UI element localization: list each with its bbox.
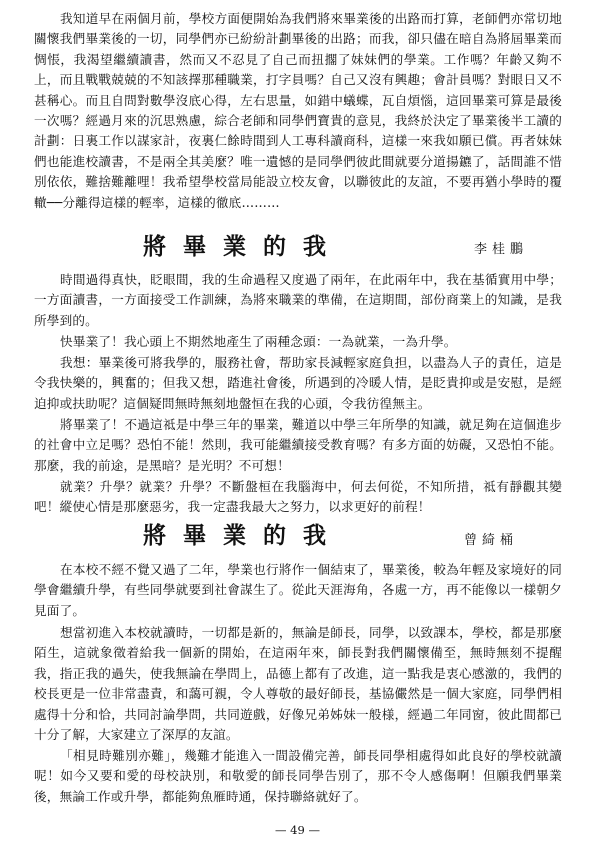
essay-1-title: 將畢業的我 [143, 233, 343, 260]
essay-2-paragraph: 在本校不經不覺又過了二年，學業也行將作一個結束了，畢業後，較為年輕及家境好的同學會繼續升學，有些同學就要到社會謀生了。從此天涯海角，各處一方，再不能像以一樣朝夕見面了。 [34, 562, 562, 618]
essay-1-paragraph: 將畢業了！不過這祗是中學三年的畢業，難道以中學三年所學的知識，就足夠在這個進步的社會中立足嗎？恐怕不能！然則，我可能繼續接受教育嗎？有多方面的妨礙，又恐怕不能。那麼，我的前途，是黑暗？是光明？不可想！ [34, 417, 562, 473]
page-number: — 49 — [275, 823, 320, 837]
essay-1-paragraph: 時間過得真快，眨眼間，我的生命過程又度過了兩年，在此兩年中，我在基循實用中學；一方面讀書，一方面接受工作訓練，為將來職業的準備，在這期間，部份商業上的知識，是我所學到的。 [34, 272, 562, 328]
intro-paragraph: 我知道早在兩個月前，學校方面便開始為我們將來畢業後的出路而打算，老師們亦常切地關懷我們畢業後的一切，同學們亦已紛紛計劃畢後的出路；而我，卻只儘在暗自為將屆畢業而惆悵，我渴望繼續讀書，然而又不忍見了自己而扭擱了妹妹們的學業。工作嗎？年齡又夠不上，而且戰戰兢兢的不知該擇那種職業，打字員嗎？自己又沒有興趣；會計員嗎？對眼日又不甚稱心。而且自問對數學沒底心得，左右思量，如錯中蟻蝶，瓦自煩惱，這回畢業可算是最後一次嗎？經過月來的沉思熟慮，綜合老師和同學們寶貴的意見，我終於決定了畢業後半工讀的計劃：日裏工作以謀家計，夜裏仁餘時間到人工專科讀商科，這樣一來我如願已償。再者妹妹們也能進校讀書，不是兩全其美麼？唯一遺憾的是同學們彼此間就要分道揚鑣了，話間誰不惜別依依，難捨難離哩！我希望學校當局能設立校友會，以聯彼此的友誼，不要再猶小學時的覆轍──分離得這樣的輕率，這樣的徹底……… [34, 11, 562, 210]
essay-2-author: 曾綺桶 [464, 533, 519, 548]
essay-2-paragraph: 「相見時難別亦難」，幾難才能進入一間設備完善，師長同學相處得如此良好的學校就讀呢！如今又要和愛的母校訣別，和敬愛的師長同學告別了，那不令人感傷啊！但願我們畢業後，無論工作或升學，都能夠魚雁時通，保持聯絡就好了。 [34, 748, 562, 804]
essay-2-paragraph: 想當初進入本校就讀時，一切都是新的，無論是師長，同學，以致課本，學校，都是那麼陌生，這就象徵着給我一個新的開始，在這兩年來，師長對我們關懷備至，無時無刻不提醒我，指正我的過失，使我無論在學問上，品德上都有了改進，這一點我是衷心感激的，我們的校長更是一位非常盡責，和藹可親，令人尊敬的最好師長，基協儼然是一個大家庭，同學們相處得十分和恰，共同討論學問，共同遊戲，好像兄弟姊妹一般様，經過二年同窗，彼此間都已十分了解，大家建立了深厚的友誼。 [34, 625, 562, 743]
essay-1-paragraph: 我想：畢業後可將我學的，服務社會，帮助家長減輕家庭負担，以盡為人子的責任，這是令我快樂的，興奮的；但我又想，踏進社會後，所遇到的冷暖人情，是眨貴抑或是安慰，是經迫抑或扶助呢？這個疑問無時無刻地盤恒在我的心頭，令我彷徨無主。 [34, 355, 562, 411]
essay-1-paragraph: 快畢業了！我心頭上不期然地產生了兩種念頭：一為就業，一為升學。 [60, 334, 457, 349]
essay-2-title: 將畢業的我 [143, 522, 343, 549]
essay-1-paragraph: 就業？升學？就業？升學？不斷盤桓在我腦海中，何去何從，不知所措，祗有靜觀其變吧！縱使心情是那麼惡劣，我一定盡我最大之努力，以求更好的前程！ [34, 479, 562, 515]
essay-1-header [0, 228, 595, 268]
essay-2-header [0, 517, 595, 557]
essay-1-author: 李桂鵬 [474, 242, 529, 257]
